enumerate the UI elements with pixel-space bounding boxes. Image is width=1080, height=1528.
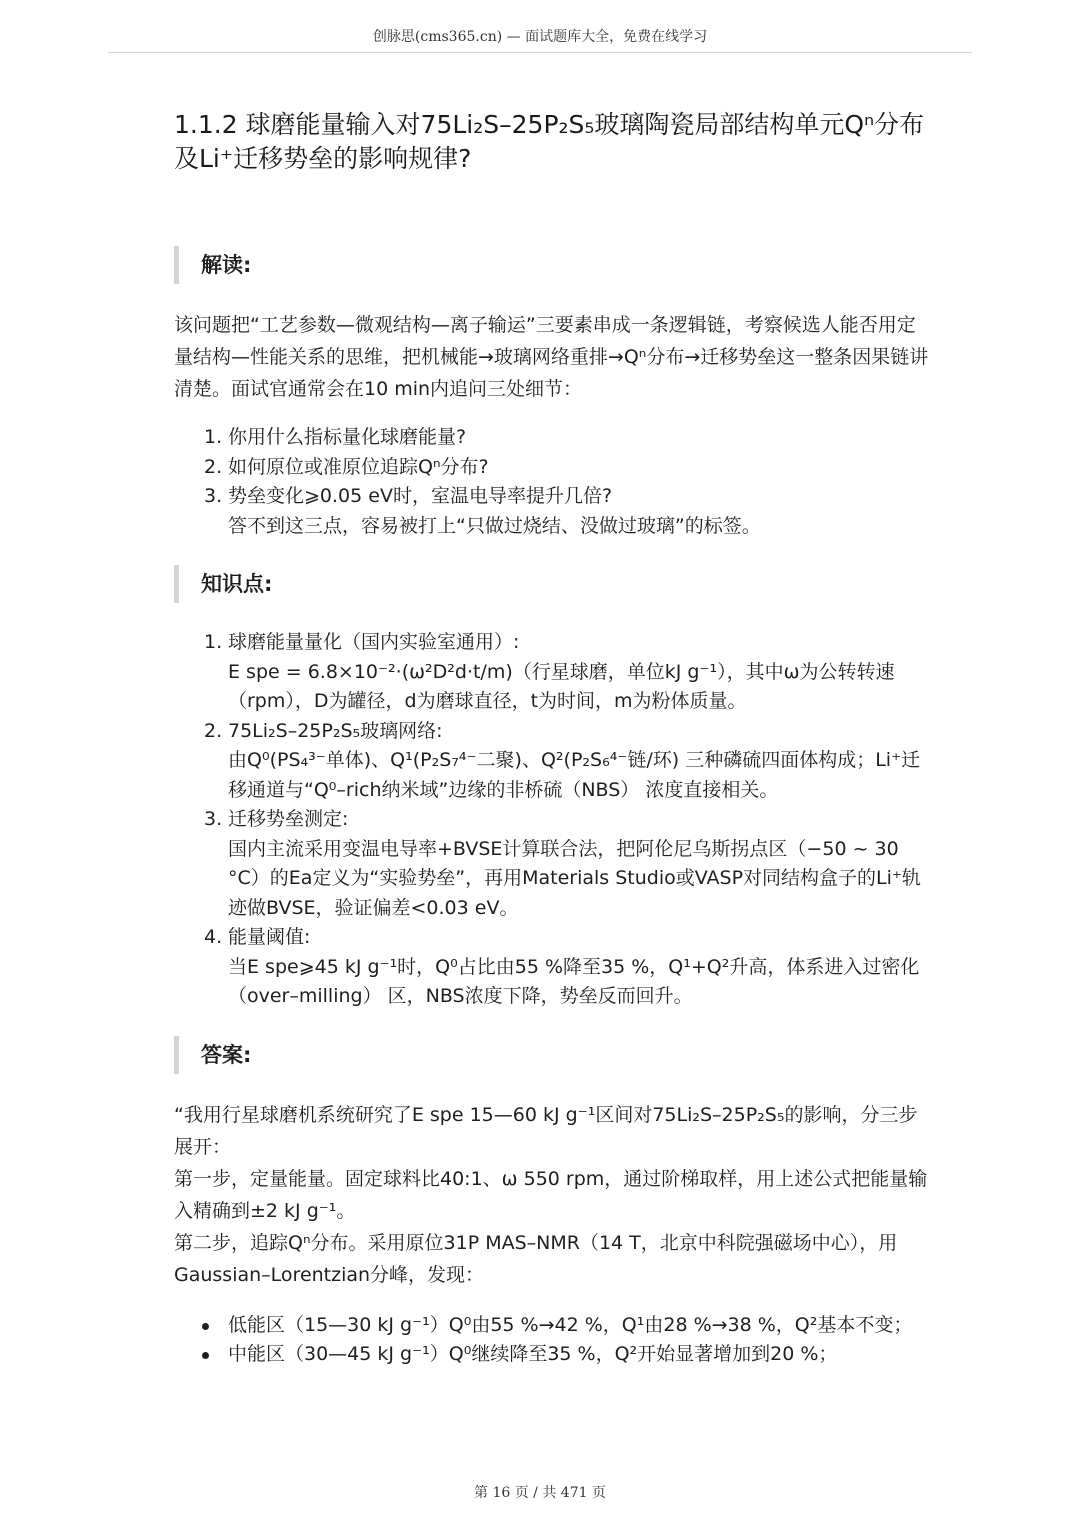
- list-item: 3. 迁移势垒测定: 国内主流采用变温电导率+BVSE计算联合法，把阿伦尼乌斯拐点区（−50 ~ 30 °C）的Ea定义为“实验势垒”，再用Materials Studio或VASP对同结构盒子的Li⁺轨迹做BVSE，验证偏差<0.03 eV。: [204, 808, 921, 919]
- answer-bullet-list: [174, 1311, 934, 1370]
- section-heading-interpretation: 解读:: [174, 246, 934, 284]
- bullet-icon: [202, 1323, 209, 1330]
- list-item: 4. 能量阈值: 当E spe⩾45 kJ g⁻¹时，Q⁰占比由55 %降至35 %，Q¹+Q²升高，体系进入过密化（over–milling） 区，NBS浓度下降，势垒反而回升。: [204, 926, 920, 1007]
- list-item: 3. 势垒变化⩾0.05 eV时，室温电导率提升几倍? 答不到这三点，容易被打上“只做过烧结、没做过玻璃”的标签。: [204, 485, 761, 537]
- interpretation-paragraph: 该问题把“工艺参数—微观结构—离子输运”三要素串成一条逻辑链，考察候选人能否用定量结构—性能关系的思维，把机械能→玻璃网络重排→Qⁿ分布→迁移势垒这一整条因果链讲清楚。面试官通常会在10 min内追问三处细节：: [174, 314, 929, 400]
- list-item: 中能区（30—45 kJ g⁻¹）Q⁰继续降至35 %，Q²开始显著增加到20 %；: [174, 1340, 934, 1370]
- answer-paragraph: “我用行星球磨机系统研究了E spe 15—60 kJ g⁻¹区间对75Li₂S–25P₂S₅的影响，分三步展开： 第一步，定量能量。固定球料比40:1、ω 550 rpm，通过阶梯取样，用上述公式把能量输入精确到±2 kJ g⁻¹。 第二步，追踪Qⁿ分布。采用原位31P MAS–NMR（14 T，北京中科院强磁场中心），用Gaussian–Lorentzian分峰，发现：: [174, 1103, 928, 1286]
- interpretation-question-list: [174, 423, 934, 541]
- bullet-icon: [202, 1352, 209, 1359]
- knowledge-point-list: [174, 628, 934, 1012]
- list-item: 2. 如何原位或准原位追踪Qⁿ分布?: [204, 455, 489, 478]
- answer-step-1: 第一步，定量能量。固定球料比40:1、ω 550 rpm，通过阶梯取样，用上述公式把能量输入精确到±2 kJ g⁻¹。: [174, 1167, 928, 1222]
- document-title: 1.1.2 球磨能量输入对75Li₂S–25P₂S₅玻璃陶瓷局部结构单元Qⁿ分布及Li⁺迁移势垒的影响规律?: [174, 110, 925, 173]
- answer-step-2: 第二步，追踪Qⁿ分布。采用原位31P MAS–NMR（14 T，北京中科院强磁场中心），用Gaussian–Lorentzian分峰，发现：: [174, 1231, 898, 1286]
- page-header: [0, 26, 1080, 46]
- list-item: 1. 球磨能量量化（国内实验室通用）: E spe = 6.8×10⁻²·(ω²D²d·t/m)（行星球磨，单位kJ g⁻¹），其中ω为公转转速（rpm），D为罐径，d为磨球直径，t为时间，m为粉体质量。: [204, 631, 895, 712]
- page-footer: [0, 1482, 1080, 1502]
- list-item: 2. 75Li₂S–25P₂S₅玻璃网络: 由Q⁰(PS₄³⁻单体)、Q¹(P₂S₇⁴⁻二聚)、Q²(P₂S₆⁴⁻链/环) 三种磷硫四面体构成；Li⁺迁移通道与“Q⁰–rich纳米域”边缘的非桥硫（NBS） 浓度直接相关。: [204, 719, 921, 801]
- section-heading-knowledge: 知识点:: [174, 565, 934, 603]
- header-text: 创脉思(cms365.cn) — 面试题库大全，免费在线学习: [372, 29, 708, 45]
- section-heading-answer: 答案:: [174, 1036, 934, 1074]
- document-body: [174, 108, 934, 1394]
- list-item: 低能区（15—30 kJ g⁻¹）Q⁰由55 %→42 %，Q¹由28 %→38 %，Q²基本不变；: [174, 1311, 934, 1341]
- list-item: 1. 你用什么指标量化球磨能量?: [204, 426, 467, 448]
- interpretation-note: 答不到这三点，容易被打上“只做过烧结、没做过玻璃”的标签。: [228, 514, 761, 537]
- header-divider: [108, 52, 972, 53]
- page-number: 第 16 页 / 共 471 页: [474, 1485, 606, 1501]
